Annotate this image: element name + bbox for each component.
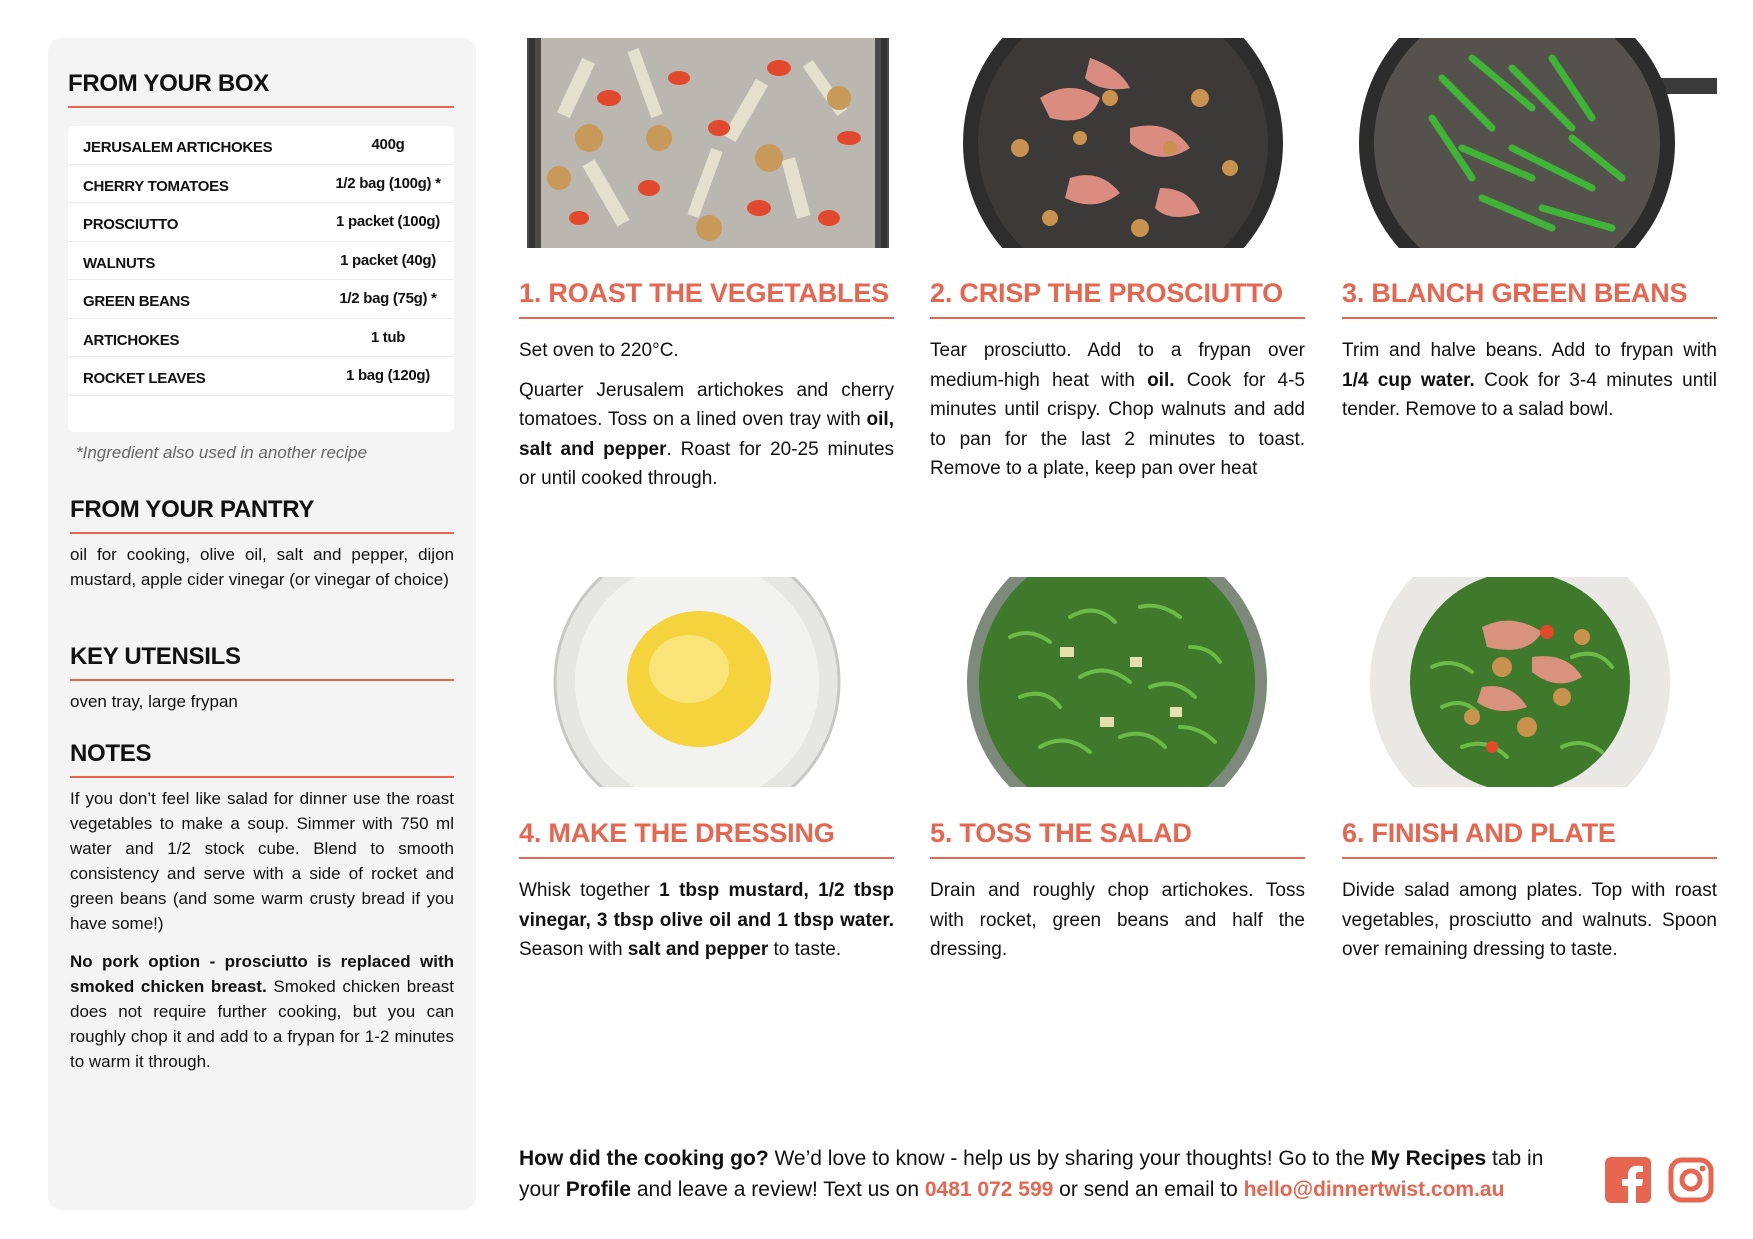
step-1-p2 — [519, 376, 894, 494]
pantry-heading: FROM YOUR PANTRY — [70, 496, 454, 534]
step-4-photo — [519, 577, 894, 787]
feedback-question: How did the cooking go? — [519, 1147, 769, 1170]
utensils-text: oven tray, large frypan — [70, 692, 238, 711]
step-1-p1: Set oven to 220°C. — [519, 340, 679, 361]
ingredient-name: WALNUTS — [83, 254, 156, 272]
step-1-photo — [519, 38, 894, 248]
step-2-text-a: Tear prosciutto. Add to a frypan over medium-high heat with — [930, 340, 1305, 391]
step-4-text-e: to taste. — [768, 939, 842, 960]
step-1-bold: oil, salt and pepper — [519, 409, 894, 460]
table-row — [68, 242, 454, 281]
no-pork-text: Smoked chicken breast does not require further cooking, but you can roughly chop it and add to a frypan for 1-2 minutes to warm it through. — [70, 977, 454, 1071]
table-row — [68, 280, 454, 319]
step-4-body — [519, 876, 894, 975]
ingredient-qty: 1/2 bag (75g) * — [339, 290, 437, 308]
step-4-text-a: Whisk together — [519, 880, 660, 901]
step-2-body — [930, 336, 1305, 494]
table-row — [68, 319, 454, 358]
no-pork-note — [70, 949, 454, 1074]
step-1-title: 1. ROAST THE VEGETABLES — [519, 278, 894, 319]
box-heading: FROM YOUR BOX — [68, 70, 454, 108]
step-3-title: 3. BLANCH GREEN BEANS — [1342, 278, 1717, 319]
ingredient-qty: 1 tub — [370, 328, 406, 346]
email-link[interactable]: hello@dinnertwist.com.au — [1243, 1178, 1505, 1201]
table-row — [68, 165, 454, 204]
ingredient-qty: 400g — [371, 136, 405, 154]
step-2-bold: oil. — [1147, 369, 1175, 391]
step-5-title: 5. TOSS THE SALAD — [930, 818, 1305, 859]
step-4-title: 4. MAKE THE DRESSING — [519, 818, 894, 859]
notes-heading: NOTES — [70, 740, 454, 778]
step-3-bold: 1/4 cup water. — [1342, 369, 1475, 391]
my-recipes-label: My Recipes — [1370, 1147, 1487, 1170]
step-6-text: Divide salad among plates. Top with roast vegetables, prosciutto and walnuts. Spoon over remaining dressing to taste. — [1342, 880, 1717, 960]
profile-label: Profile — [565, 1178, 632, 1201]
step-6-title: 6. FINISH AND PLATE — [1342, 818, 1717, 859]
pantry-text: oil for cooking, olive oil, salt and pepper, dijon mustard, apple cider vinegar (or vinegar of choice) — [70, 545, 454, 589]
step-1-text-a: Quarter Jerusalem artichokes and cherry tomatoes. Toss on a lined oven tray with — [519, 379, 894, 430]
step-2-photo — [930, 38, 1305, 248]
feedback-text-4: or send an email to — [1053, 1178, 1244, 1201]
table-row — [68, 357, 454, 396]
ingredient-name: PROSCIUTTO — [83, 216, 179, 234]
ingredient-qty: 1 packet (100g) — [336, 213, 440, 231]
step-1-text-c: . Roast for 20-25 minutes or until cooked through. — [519, 438, 895, 489]
step-3-text-a: Trim and halve beans. Add to frypan with — [1342, 340, 1717, 361]
ingredient-qty: 1/2 bag (100g) * — [335, 174, 441, 192]
step-4-text-c: Season with — [519, 939, 628, 960]
instagram-icon[interactable] — [1668, 1157, 1714, 1203]
feedback-text-3: and leave a review! Text us on — [631, 1178, 925, 1201]
step-5-photo — [930, 577, 1305, 787]
ingredient-name: ARTICHOKES — [83, 331, 180, 349]
step-2-text-c: Cook for 4-5 minutes until crispy. Chop walnuts and add to pan for the last 2 minutes to toast. Remove to a plate, keep pan over heat — [930, 369, 1305, 479]
feedback-text-2: tab in your — [519, 1147, 1544, 1201]
ingredient-name: GREEN BEANS — [83, 293, 190, 311]
ingredients-table — [68, 126, 454, 432]
phone-link[interactable]: 0481 072 599 — [924, 1178, 1054, 1201]
table-row — [68, 203, 454, 242]
step-6-body — [1342, 876, 1717, 975]
step-1-body — [519, 336, 894, 504]
step-5-text: Drain and roughly chop artichokes. Toss with rocket, green beans and half the dressing. — [930, 880, 1305, 960]
step-4-bold-2: salt and pepper — [627, 939, 769, 960]
step-3-photo — [1342, 38, 1717, 248]
step-3-text-c: Cook for 3-4 minutes until tender. Remove to a salad bowl. — [1342, 369, 1717, 420]
no-pork-bold: No pork option - prosciutto is replaced with smoked chicken breast. — [70, 952, 454, 996]
feedback-text — [519, 1143, 1579, 1205]
notes-text: If you don’t feel like salad for dinner use the roast vegetables to make a soup. Simmer with 750 ml water and 1/2 stock cube. Blend to smooth consistency and serve with a side of rocket and green beans (and some warm crusty bread if you have some!) — [70, 789, 454, 933]
utensils-heading: KEY UTENSILS — [70, 643, 454, 681]
feedback-text-1: We’d love to know - help us by sharing your thoughts! Go to the — [768, 1147, 1371, 1170]
table-row — [68, 126, 454, 165]
step-5-body — [930, 876, 1305, 975]
ingredients-sidebar — [48, 38, 476, 1210]
ingredient-name: ROCKET LEAVES — [83, 370, 206, 388]
step-4-bold: 1 tbsp mustard, 1/2 tbsp vinegar, 3 tbsp olive oil and 1 tbsp water. — [519, 880, 895, 931]
footnote: *Ingredient also used in another recipe — [76, 443, 368, 462]
ingredient-qty: 1 packet (40g) — [340, 251, 436, 269]
step-6-photo — [1342, 577, 1717, 787]
step-3-body — [1342, 336, 1717, 435]
ingredient-qty: 1 bag (120g) — [346, 367, 430, 385]
step-2-title: 2. CRISP THE PROSCIUTTO — [930, 278, 1305, 319]
ingredient-name: CHERRY TOMATOES — [83, 177, 229, 195]
ingredient-name: JERUSALEM ARTICHOKES — [83, 139, 273, 157]
facebook-icon[interactable] — [1605, 1157, 1651, 1203]
